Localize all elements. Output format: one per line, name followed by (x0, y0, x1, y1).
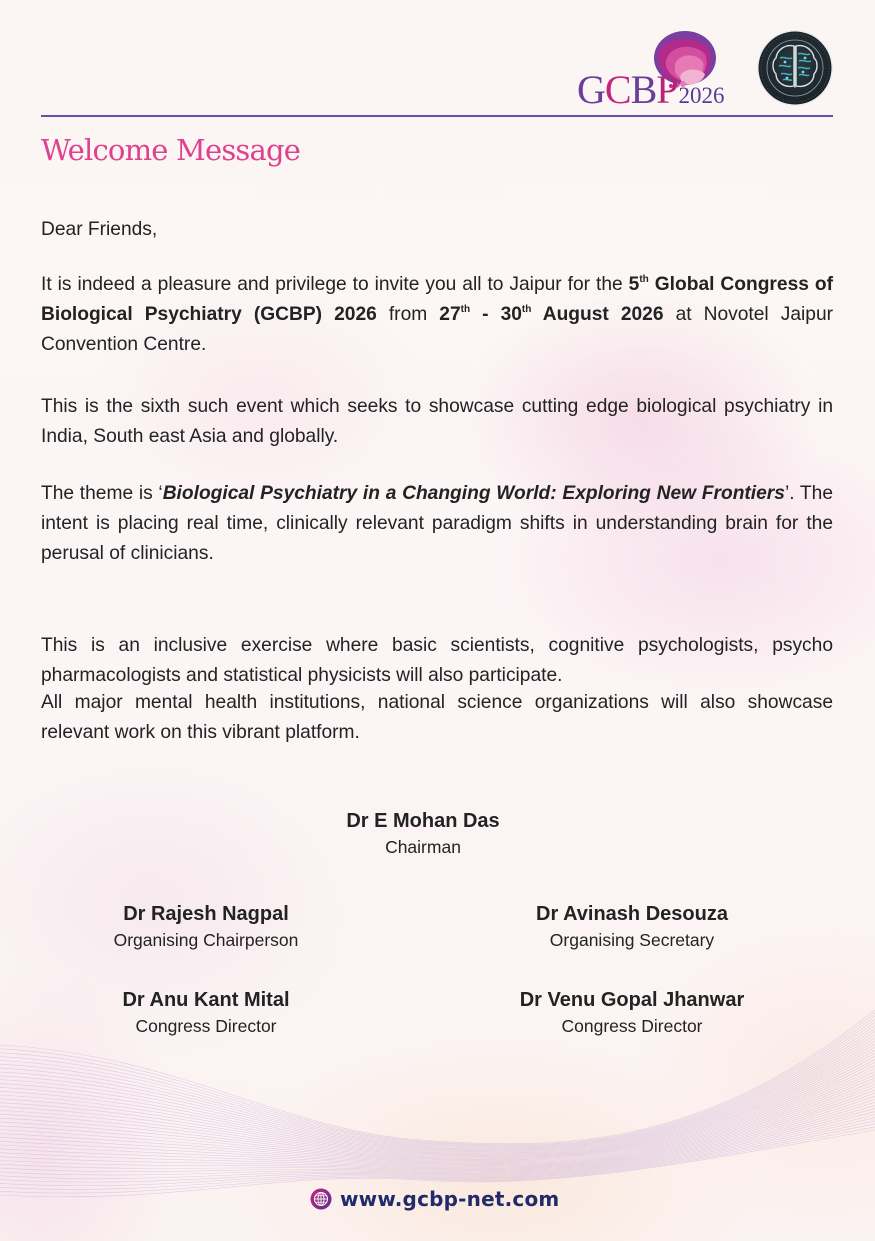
wave-line (0, 1124, 875, 1190)
header-divider (41, 115, 833, 117)
globe-icon (310, 1188, 332, 1210)
paragraph-participants: This is an inclusive exercise where basic scientists, cognitive psychologists, psycho pharmacologists and statistical physicists will also participate. (41, 635, 833, 686)
signatory-role: Congress Director (135, 1016, 277, 1036)
date-separator: - 30 (470, 304, 522, 325)
signatory-name: Dr E Mohan Das (346, 810, 500, 832)
invitation-text-1: It is indeed a pleasure and privilege to invite you all to Jaipur for the (41, 274, 629, 295)
invitation-text-2: from (376, 304, 440, 325)
date-month-year: August 2026 (531, 304, 664, 325)
congress-name: Global Congress of Biological Psychiatry (GCBP) 2026 (41, 274, 833, 325)
wave-line (0, 1115, 875, 1179)
signatory-congress-director-1 (56, 987, 356, 1039)
wave-line (0, 1059, 875, 1159)
wave-line (0, 1096, 875, 1171)
wave-line (0, 1112, 875, 1176)
signatory-name: Dr Anu Kant Mital (122, 989, 290, 1011)
header (0, 0, 875, 120)
signatory-role: Chairman (385, 837, 461, 857)
wave-line (0, 1068, 875, 1162)
signatory-congress-director-2 (482, 987, 782, 1039)
wave-line (0, 1053, 875, 1157)
wave-line (0, 1087, 875, 1168)
wave-line (0, 1075, 875, 1165)
wave-line (0, 1032, 875, 1151)
wave-line (0, 1093, 875, 1170)
paragraph-event-description: This is the sixth such event which seeks to showcase cutting edge biological psychiatry in India, South east Asia and globally. (41, 396, 833, 447)
greeting: Dear Friends, (41, 219, 158, 240)
wave-line (0, 1047, 875, 1155)
paragraph-theme (41, 479, 833, 569)
date-end-suffix: th (521, 304, 532, 315)
theme-intent: ’. The intent is placing real time, clinically relevant paradigm shifts in understanding brain for the perusal of clinicians. (41, 483, 833, 564)
wave-line (0, 1025, 875, 1148)
edition-number: 5 (628, 274, 640, 295)
website-link[interactable]: www.gcbp-net.com (340, 1187, 560, 1211)
wave-line (0, 1065, 875, 1161)
signatory-name: Dr Rajesh Nagpal (123, 903, 289, 925)
logo-letter-p: P (656, 67, 678, 112)
signatory-name: Dr Venu Gopal Jhanwar (519, 989, 745, 1011)
wave-line (0, 1038, 875, 1153)
page-title: Welcome Message (41, 133, 301, 167)
wave-line (0, 1118, 875, 1182)
wave-line (0, 1081, 875, 1166)
wave-line (0, 1072, 875, 1164)
wave-line (0, 1044, 875, 1155)
wave-line (0, 1090, 875, 1169)
logo-letter-c: C (604, 67, 631, 112)
invitation-venue: at Novotel Jaipur Convention Centre. (41, 304, 833, 355)
footer-website[interactable] (310, 1184, 559, 1214)
date-start-suffix: th (460, 304, 471, 315)
wave-line (0, 1084, 875, 1167)
wave-line (0, 1028, 875, 1149)
signatory-role: Organising Secretary (549, 930, 715, 950)
paragraph-invitation (41, 270, 833, 360)
logo-letter-g: G (577, 67, 605, 112)
wave-line (0, 1121, 875, 1186)
gcbp-2026-logo (575, 28, 735, 110)
wave-line (0, 1099, 875, 1172)
wave-line (0, 1102, 875, 1173)
theme-title: Biological Psychiatry in a Changing World: Exploring New Frontiers (162, 483, 785, 504)
wave-line (0, 1041, 875, 1154)
signatory-chairman (273, 808, 573, 860)
wave-line (0, 1078, 875, 1165)
brain-seal-icon (755, 28, 835, 108)
wave-line (0, 1022, 875, 1147)
wave-line (0, 1056, 875, 1158)
logo-year: 2026 (678, 83, 725, 108)
wave-line (0, 1062, 875, 1160)
signatory-role: Congress Director (561, 1016, 703, 1036)
signatory-organising-chairperson (56, 901, 356, 953)
signatory-organising-secretary (482, 901, 782, 953)
wave-line (0, 1035, 875, 1152)
edition-suffix: th (639, 274, 649, 285)
signatory-name: Dr Avinash Desouza (536, 903, 728, 925)
signatory-role: Organising Chairperson (113, 930, 299, 950)
wave-line (0, 1108, 875, 1175)
paragraph-institutions: All major mental health institutions, national science organizations will also showcase relevant work on this vibrant platform. (41, 692, 833, 743)
theme-intro: The theme is ‘ (41, 483, 163, 504)
wave-line (0, 1105, 875, 1174)
gcbp-wordmark (577, 67, 725, 116)
wave-line (0, 1050, 875, 1156)
logo-letter-b: B (630, 67, 657, 112)
date-start: 27 (439, 304, 461, 325)
